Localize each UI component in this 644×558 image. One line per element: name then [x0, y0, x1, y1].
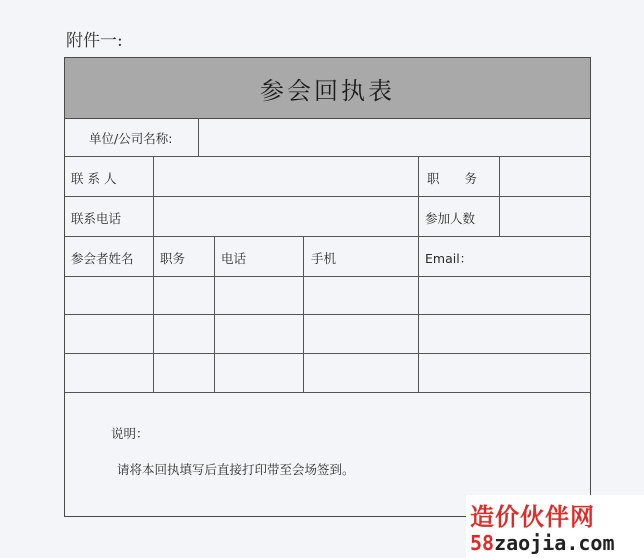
watermark-url [470, 531, 615, 555]
row-divider [65, 392, 590, 393]
attendee-count-label: 参加人数 [425, 211, 476, 226]
col-divider [499, 156, 500, 236]
row-divider [65, 236, 590, 237]
form-title-bar [65, 58, 590, 119]
row-divider [65, 196, 590, 197]
site-watermark [466, 495, 644, 558]
col-divider [303, 236, 304, 392]
attachment-label: 附件一: [66, 31, 123, 51]
row-divider [65, 314, 590, 315]
position-label: 职 务 [427, 171, 478, 186]
col-divider [153, 236, 154, 392]
col-divider [198, 118, 199, 156]
col-header-mobile: 手机 [311, 251, 337, 266]
row-divider [65, 353, 590, 354]
contact-label: 联 系 人 [71, 171, 117, 186]
col-divider [418, 236, 419, 392]
form-title: 参会回执表 [260, 76, 395, 105]
col-header-email: Email： [425, 251, 473, 266]
col-divider [214, 236, 215, 392]
watermark-url-number: 58 [470, 531, 495, 555]
row-divider [65, 276, 590, 277]
col-header-position: 职务 [160, 251, 186, 266]
col-header-phone: 电话 [221, 251, 247, 266]
company-label: 单位/公司名称: [89, 131, 173, 146]
receipt-form [64, 57, 591, 517]
col-divider [153, 156, 154, 236]
col-header-name: 参会者姓名 [71, 251, 134, 266]
row-divider [65, 156, 590, 157]
phone-label: 联系电话 [71, 211, 122, 226]
notes-label: 说明： [111, 426, 149, 441]
watermark-brand: 造价伙伴网 [470, 503, 595, 531]
col-divider [418, 156, 419, 236]
notes-text: 请将本回执填写后直接打印带至会场签到。 [117, 462, 355, 477]
watermark-url-domain: zaojia.com [494, 531, 615, 555]
